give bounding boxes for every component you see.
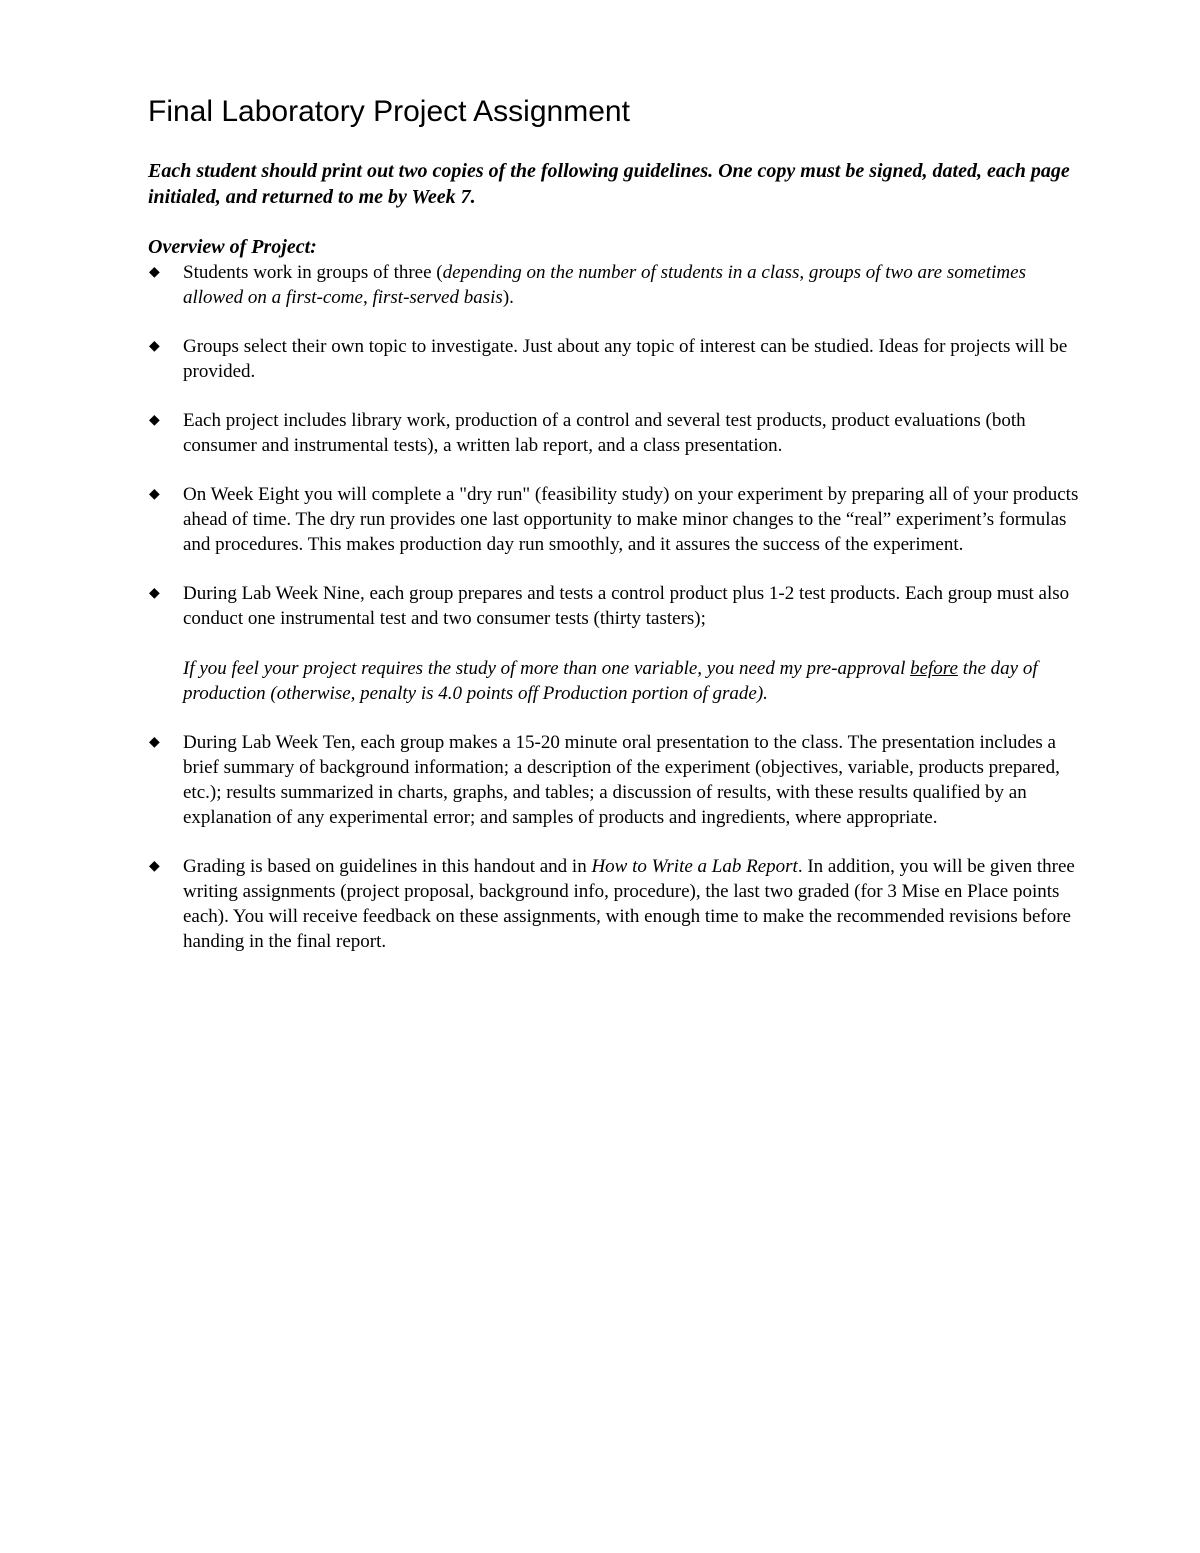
bullet-text: . In addition, you will be given three writing assignments (project proposal, background info, procedure), the last two graded (for 3 Mise en Place points each). You will receive feedback on these assignments, with enough time to make the recommended revisions before handing in the final report. xyxy=(183,856,1075,952)
bullet-text-italic: depending on the number of students in a class, groups of two are sometimes allowed on a first-come, first-served basis xyxy=(183,262,1026,308)
pre-approval-note xyxy=(183,656,1080,706)
diamond-bullet-icon: ◆ xyxy=(149,486,160,502)
document-page xyxy=(148,92,1080,978)
document-title: Final Laboratory Project Assignment xyxy=(148,95,630,128)
bullet-text: Each project includes library work, production of a control and several test products, product evaluations (both consumer and instrumental tests), a written lab report, and a class presentation. xyxy=(183,410,1026,456)
bullet-text-italic: How to Write a Lab Report xyxy=(591,856,798,877)
note-text: If you feel your project requires the study of more than one variable, you need my pre-approval xyxy=(183,658,911,679)
diamond-bullet-icon: ◆ xyxy=(149,585,160,601)
list-item xyxy=(148,408,1080,458)
diamond-bullet-icon: ◆ xyxy=(149,412,160,428)
instructions-paragraph: Each student should print out two copies of the following guidelines. One copy must be signed, dated, each page initialed, and returned to me by Week 7. xyxy=(148,160,1070,208)
note-underlined-word: before xyxy=(910,658,958,679)
diamond-bullet-icon: ◆ xyxy=(149,338,160,354)
list-item xyxy=(148,581,1080,706)
bullet-text: Grading is based on guidelines in this handout and in xyxy=(183,856,592,877)
list-item xyxy=(148,854,1080,954)
bullet-text: On Week Eight you will complete a "dry run" (feasibility study) on your experiment by preparing all of your products ahead of time. The dry run provides one last opportunity to make minor changes to the “real” experiment’s formulas and procedures. This makes production day run smoothly, and it assures the success of the experiment. xyxy=(183,484,1079,555)
bullet-text: ). xyxy=(502,287,514,308)
list-item xyxy=(148,260,1080,310)
list-item xyxy=(148,730,1080,830)
overview-heading: Overview of Project: xyxy=(148,236,317,258)
bullet-text: Students work in groups of three ( xyxy=(183,262,443,283)
list-item xyxy=(148,482,1080,557)
list-item xyxy=(148,334,1080,384)
bullet-text: Groups select their own topic to investigate. Just about any topic of interest can be studied. Ideas for projects will be provided. xyxy=(183,336,1068,382)
diamond-bullet-icon: ◆ xyxy=(149,858,160,874)
diamond-bullet-icon: ◆ xyxy=(149,264,160,280)
note-text: the day of production (otherwise, penalty is 4.0 points off Production portion of grade). xyxy=(183,658,1038,704)
bullet-text: During Lab Week Nine, each group prepares and tests a control product plus 1-2 test products. Each group must also conduct one instrumental test and two consumer tests (thirty tasters); xyxy=(183,583,1070,629)
bullet-text: During Lab Week Ten, each group makes a 15-20 minute oral presentation to the class. The presentation includes a brief summary of background information; a description of the experiment (objectives, variable, products prepared, etc.); results summarized in charts, graphs, and tables; a discussion of results, with these results qualified by an explanation of any experimental error; and samples of products and ingredients, where appropriate. xyxy=(183,732,1060,828)
diamond-bullet-icon: ◆ xyxy=(149,734,160,750)
overview-bullet-list xyxy=(148,260,1080,954)
